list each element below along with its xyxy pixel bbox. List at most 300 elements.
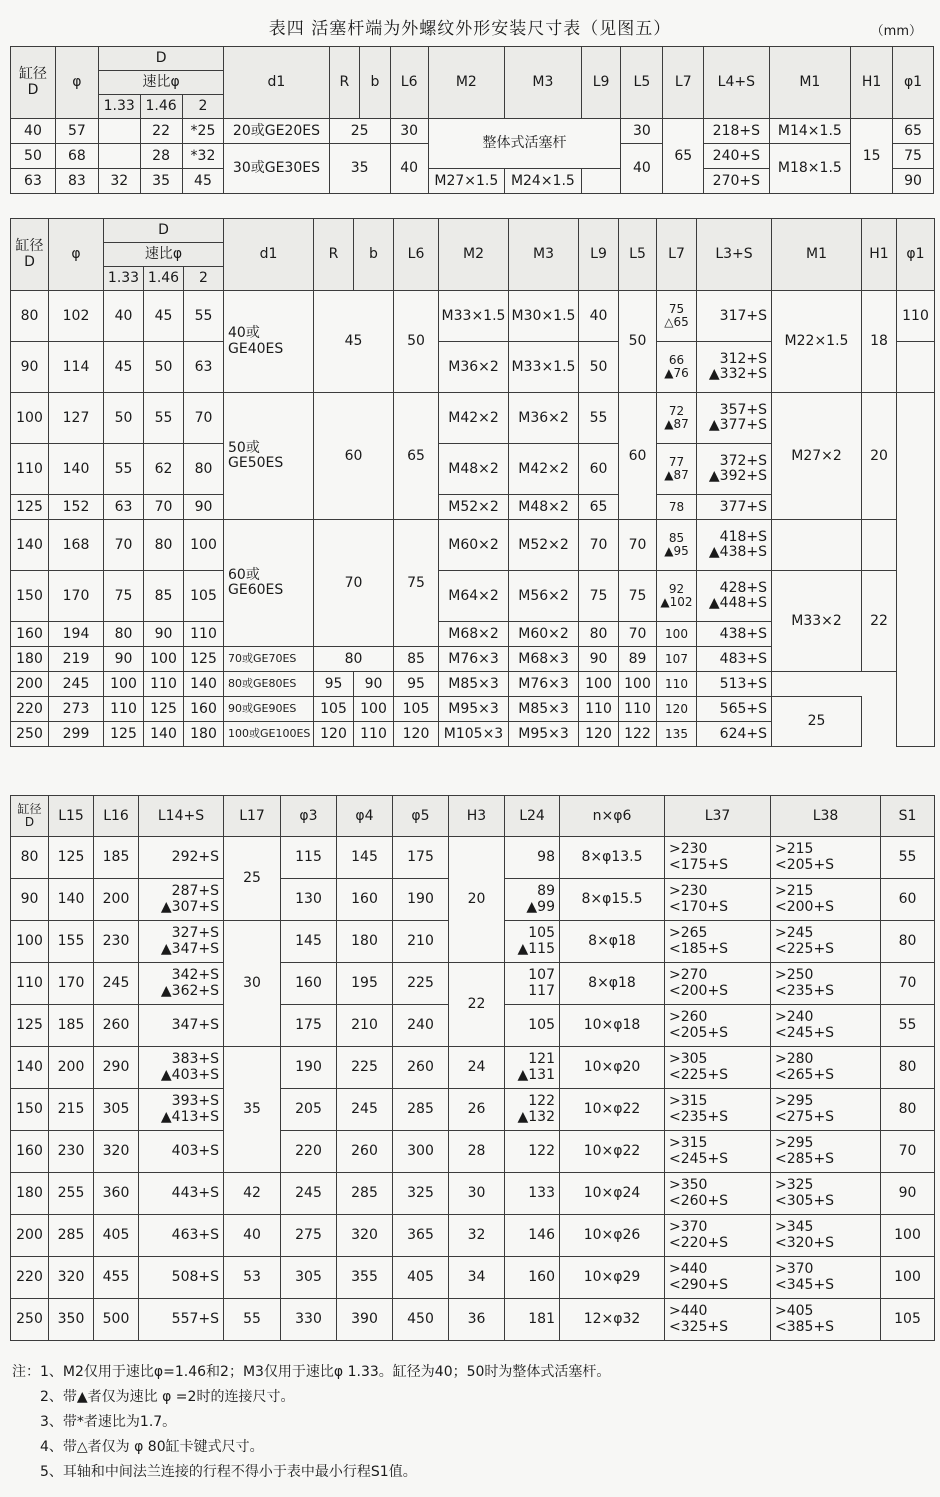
cell-n-phi6: 10×φ20 (560, 1047, 665, 1089)
cell-L6: 65 (394, 393, 439, 520)
cell-L38: >295 <285+S (771, 1131, 881, 1173)
cell-L24: 107 117 (505, 963, 560, 1005)
cell-M2: M42×2 (439, 393, 509, 444)
cell-M1-empty (772, 520, 862, 571)
cell-R-b: 45 (314, 291, 394, 393)
cell-d1: 70或GE70ES (224, 647, 314, 672)
header-phi1: φ1 (893, 47, 934, 119)
note-text: 5、耳轴和中间法兰连接的行程不得小于表中最小行程S1值。 (40, 1464, 417, 1480)
cell-M3: M68×3 (509, 647, 579, 672)
cell-M2: M64×2 (439, 571, 509, 622)
cell-n-phi6: 8×φ18 (560, 921, 665, 963)
cell-M2: M105×3 (439, 722, 509, 747)
cell-L14S: 327+S ▲347+S (139, 921, 224, 963)
cell-R: 105 (314, 697, 354, 722)
cell-d1: 40或 GE40ES (224, 291, 314, 393)
cell-L6: 75 (394, 520, 439, 647)
header-bore: 缸径 D (11, 796, 49, 837)
table-row (11, 1089, 935, 1131)
cell-ratio-1-33: 110 (104, 697, 144, 722)
table-row (11, 119, 934, 144)
cell-phi1-empty (897, 393, 935, 747)
header-M2: M2 (439, 219, 509, 291)
cell-L37: >270 <200+S (665, 963, 771, 1005)
cell-ratio-1-46: 35 (140, 169, 182, 194)
cell-L5: 50 (619, 291, 657, 393)
cell-S1: 80 (881, 1047, 935, 1089)
cell-L9: 120 (579, 722, 619, 747)
cell-L3S: 438+S (697, 622, 772, 647)
cell-phi5: 225 (393, 963, 449, 1005)
cell-L14S: 347+S (139, 1005, 224, 1047)
cell-L14S: 508+S (139, 1257, 224, 1299)
cell-L4S: 240+S (704, 144, 769, 169)
cell-R-b: 60 (314, 393, 394, 520)
cell-M2: M36×2 (439, 342, 509, 393)
cell-H3: 30 (449, 1173, 505, 1215)
cell-phi: 83 (55, 169, 98, 194)
cell-phi: 57 (55, 119, 98, 144)
cell-n-phi6: 10×φ22 (560, 1131, 665, 1173)
cell-bore: 125 (11, 495, 49, 520)
cell-phi5: 325 (393, 1173, 449, 1215)
cell-bore: 220 (11, 697, 49, 722)
cell-L37: >350 <260+S (665, 1173, 771, 1215)
header-L17: L17 (224, 796, 281, 837)
header-ratio-2: 2 (184, 267, 224, 291)
cell-ratio-1-33: 80 (104, 622, 144, 647)
cell-L24: 105 ▲115 (505, 921, 560, 963)
cell-L3S: 624+S (697, 722, 772, 747)
cell-L7: 78 (657, 495, 697, 520)
cell-phi3: 305 (281, 1257, 337, 1299)
cell-L5: 60 (619, 393, 657, 520)
note-text: 2、带▲者仅为速比 φ =2时的连接尺寸。 (40, 1389, 295, 1405)
cell-L15: 255 (49, 1173, 94, 1215)
note-text: 1、M2仅用于速比φ=1.46和2；M3仅用于速比φ 1.33。缸径为40；50时为整体式活塞杆。 (40, 1364, 611, 1380)
table-mount-dimensions (10, 795, 935, 1341)
cell-L5: 110 (619, 697, 657, 722)
cell-M1: M27×2 (772, 393, 862, 520)
cell-bore: 50 (11, 144, 56, 169)
cell-phi4: 245 (337, 1089, 393, 1131)
cell-L37: >230 <175+S (665, 837, 771, 879)
cell-bore: 110 (11, 444, 49, 495)
cell-H3: 20 (449, 837, 505, 963)
cell-L5: 40 (621, 144, 663, 194)
cell-bore: 100 (11, 921, 49, 963)
header-L14S: L14+S (139, 796, 224, 837)
cell-L37: >370 <220+S (665, 1215, 771, 1257)
header-L5: L5 (621, 47, 663, 119)
header-M3: M3 (509, 219, 579, 291)
table-large-bores (10, 218, 935, 747)
cell-M3: M56×2 (509, 571, 579, 622)
cell-phi3: 160 (281, 963, 337, 1005)
cell-L4S: 218+S (704, 119, 769, 144)
cell-L38: >245 <225+S (771, 921, 881, 963)
cell-phi4: 390 (337, 1299, 393, 1341)
header-M2: M2 (428, 47, 505, 119)
cell-L16: 405 (94, 1215, 139, 1257)
cell-L9: 55 (579, 393, 619, 444)
header-M3: M3 (505, 47, 582, 119)
cell-phi5: 210 (393, 921, 449, 963)
cell-M3: M52×2 (509, 520, 579, 571)
cell-phi5: 190 (393, 879, 449, 921)
cell-phi3: 245 (281, 1173, 337, 1215)
header-ratio-1-33: 1.33 (104, 267, 144, 291)
cell-bore: 90 (11, 342, 49, 393)
cell-L3S: 377+S (697, 495, 772, 520)
cell-bore: 40 (11, 119, 56, 144)
cell-L37: >305 <225+S (665, 1047, 771, 1089)
table-row (11, 963, 935, 1005)
header-L7: L7 (657, 219, 697, 291)
cell-phi5: 300 (393, 1131, 449, 1173)
cell-S1: 100 (881, 1215, 935, 1257)
cell-L14S: 443+S (139, 1173, 224, 1215)
cell-L15: 200 (49, 1047, 94, 1089)
cell-H1: 20 (862, 393, 897, 520)
cell-S1: 90 (881, 1173, 935, 1215)
cell-phi4: 285 (337, 1173, 393, 1215)
note-4 (12, 1435, 922, 1460)
cell-S1: 70 (881, 963, 935, 1005)
header-L38: L38 (771, 796, 881, 837)
cell-d1: 80或GE80ES (224, 672, 314, 697)
header-ratio-2: 2 (182, 95, 224, 119)
cell-ratio-2: 70 (184, 393, 224, 444)
cell-ratio-1-46: 90 (144, 622, 184, 647)
cell-ratio-1-33: 55 (104, 444, 144, 495)
cell-H3: 26 (449, 1089, 505, 1131)
cell-L16: 320 (94, 1131, 139, 1173)
cell-ratio-1-46: 140 (144, 722, 184, 747)
cell-L9: 50 (579, 342, 619, 393)
header-phi: φ (55, 47, 98, 119)
cell-ratio-2: 140 (184, 672, 224, 697)
cell-L7: 107 (657, 647, 697, 672)
table-row (11, 520, 935, 571)
cell-L9: 90 (579, 647, 619, 672)
cell-H3: 34 (449, 1257, 505, 1299)
cell-bore: 90 (11, 879, 49, 921)
cell-bore: 150 (11, 1089, 49, 1131)
cell-S1: 105 (881, 1299, 935, 1341)
header-ratio-1-46: 1.46 (144, 267, 184, 291)
cell-L6: 85 (394, 647, 439, 672)
cell-L9: 65 (579, 495, 619, 520)
cell-R: 95 (314, 672, 354, 697)
cell-L9: 70 (579, 520, 619, 571)
header-L9: L9 (581, 47, 621, 119)
cell-L6: 120 (394, 722, 439, 747)
cell-L7: 72 ▲87 (657, 393, 697, 444)
cell-H3: 22 (449, 963, 505, 1047)
cell-L9: 40 (579, 291, 619, 342)
cell-H1-empty (862, 520, 897, 571)
header-L6: L6 (394, 219, 439, 291)
cell-L3S: 312+S ▲332+S (697, 342, 772, 393)
cell-ratio-2: 160 (184, 697, 224, 722)
cell-L37: >315 <245+S (665, 1131, 771, 1173)
cell-L3S: 372+S ▲392+S (697, 444, 772, 495)
cell-M1: M14×1.5 (769, 119, 851, 144)
cell-L4S: 270+S (704, 169, 769, 194)
cell-L37: >260 <205+S (665, 1005, 771, 1047)
cell-phi3: 275 (281, 1215, 337, 1257)
cell-L5: 30 (621, 119, 663, 144)
cell-ratio-1-46: 125 (144, 697, 184, 722)
cell-L16: 230 (94, 921, 139, 963)
header-D: D (98, 47, 224, 71)
cell-ratio-1-46: 22 (140, 119, 182, 144)
cell-M2: M52×2 (439, 495, 509, 520)
header-b: b (360, 47, 391, 119)
cell-ratio-1-33: 90 (104, 647, 144, 672)
cell-phi5: 405 (393, 1257, 449, 1299)
cell-L37: >440 <290+S (665, 1257, 771, 1299)
cell-bore: 200 (11, 672, 49, 697)
cell-phi3: 115 (281, 837, 337, 879)
cell-L3S: 357+S ▲377+S (697, 393, 772, 444)
cell-ratio-1-46: 55 (144, 393, 184, 444)
cell-M3: M85×3 (509, 697, 579, 722)
table-row (11, 571, 935, 622)
cell-bore: 80 (11, 291, 49, 342)
cell-bore: 160 (11, 1131, 49, 1173)
cell-ratio-2: 105 (184, 571, 224, 622)
cell-L5: 70 (619, 622, 657, 647)
cell-phi1: 110 (897, 291, 935, 342)
cell-M3: M48×2 (509, 495, 579, 520)
header-phi3: φ3 (281, 796, 337, 837)
cell-L3S: 483+S (697, 647, 772, 672)
header-ratio: 速比φ (98, 71, 224, 95)
cell-d1: 20或GE20ES (224, 119, 329, 144)
cell-L16: 290 (94, 1047, 139, 1089)
cell-bore: 110 (11, 963, 49, 1005)
cell-M3: M30×1.5 (509, 291, 579, 342)
cell-ratio-2: *32 (182, 144, 224, 169)
header-phi1: φ1 (897, 219, 935, 291)
cell-phi4: 180 (337, 921, 393, 963)
cell-R-b: 70 (314, 520, 394, 647)
header-L7: L7 (663, 47, 704, 119)
cell-ratio-2: 110 (184, 622, 224, 647)
cell-L38: >250 <235+S (771, 963, 881, 1005)
cell-L38: >240 <245+S (771, 1005, 881, 1047)
note-2 (12, 1385, 922, 1410)
cell-n-phi6: 12×φ32 (560, 1299, 665, 1341)
table-row (11, 1047, 935, 1089)
cell-L16: 185 (94, 837, 139, 879)
cell-L15: 155 (49, 921, 94, 963)
cell-H1: 22 (862, 571, 897, 672)
cell-phi4: 210 (337, 1005, 393, 1047)
cell-L15: 350 (49, 1299, 94, 1341)
cell-ratio-2: 100 (184, 520, 224, 571)
header-bore: 缸径 D (11, 219, 49, 291)
cell-L9: 110 (579, 697, 619, 722)
cell-phi5: 365 (393, 1215, 449, 1257)
cell-ratio-1-33: 45 (104, 342, 144, 393)
cell-L14S: 287+S ▲307+S (139, 879, 224, 921)
note-text: 4、带△者仅为 φ 80缸卡键式尺寸。 (40, 1439, 264, 1455)
cell-L7: 66 ▲76 (657, 342, 697, 393)
cell-phi: 114 (49, 342, 104, 393)
cell-ratio-2: 45 (182, 169, 224, 194)
cell-ratio-2: *25 (182, 119, 224, 144)
cell-M3: M95×3 (509, 722, 579, 747)
cell-L9: 60 (579, 444, 619, 495)
header-b: b (354, 219, 394, 291)
cell-phi5: 285 (393, 1089, 449, 1131)
cell-M3: M33×1.5 (509, 342, 579, 393)
cell-bore: 180 (11, 1173, 49, 1215)
header-ratio-1-46: 1.46 (140, 95, 182, 119)
cell-ratio-1-46: 100 (144, 647, 184, 672)
cell-M1: M22×1.5 (772, 291, 862, 393)
header-L4S: L4+S (704, 47, 769, 119)
cell-L38: >295 <275+S (771, 1089, 881, 1131)
cell-phi4: 160 (337, 879, 393, 921)
cell-L24: 133 (505, 1173, 560, 1215)
cell-ratio-1-46: 62 (144, 444, 184, 495)
cell-phi1: 90 (893, 169, 934, 194)
table-row (11, 1173, 935, 1215)
cell-ratio-1-33: 32 (98, 169, 140, 194)
cell-S1: 100 (881, 1257, 935, 1299)
cell-L15: 140 (49, 879, 94, 921)
cell-L7: 120 (657, 697, 697, 722)
header-ratio-1-33: 1.33 (98, 95, 140, 119)
cell-L7: 135 (657, 722, 697, 747)
cell-S1: 80 (881, 1089, 935, 1131)
cell-n-phi6: 10×φ24 (560, 1173, 665, 1215)
cell-L24: 181 (505, 1299, 560, 1341)
cell-L15: 125 (49, 837, 94, 879)
cell-phi5: 175 (393, 837, 449, 879)
cell-d1: 30或GE30ES (224, 144, 329, 194)
header-L24: L24 (505, 796, 560, 837)
cell-d1: 90或GE90ES (224, 697, 314, 722)
cell-L24: 160 (505, 1257, 560, 1299)
cell-L38: >215 <205+S (771, 837, 881, 879)
cell-L24: 89 ▲99 (505, 879, 560, 921)
cell-M2: M48×2 (439, 444, 509, 495)
cell-L16: 455 (94, 1257, 139, 1299)
cell-L9: 80 (579, 622, 619, 647)
notes (12, 1360, 922, 1485)
cell-R-b: 25 (329, 119, 390, 144)
cell-ratio-1-33 (98, 144, 140, 169)
cell-n-phi6: 10×φ22 (560, 1089, 665, 1131)
cell-L24: 122 ▲132 (505, 1089, 560, 1131)
cell-L14S: 393+S ▲413+S (139, 1089, 224, 1131)
cell-phi5: 240 (393, 1005, 449, 1047)
cell-phi3: 220 (281, 1131, 337, 1173)
cell-L7: 100 (657, 622, 697, 647)
cell-L24: 105 (505, 1005, 560, 1047)
cell-bore: 250 (11, 722, 49, 747)
cell-L38: >280 <265+S (771, 1047, 881, 1089)
cell-L14S: 403+S (139, 1131, 224, 1173)
cell-ratio-1-33: 63 (104, 495, 144, 520)
header-M1: M1 (772, 219, 862, 291)
cell-M3: M36×2 (509, 393, 579, 444)
cell-H1: 18 (862, 291, 897, 393)
cell-L6: 95 (394, 672, 439, 697)
cell-L24: 122 (505, 1131, 560, 1173)
cell-L9: 100 (579, 672, 619, 697)
table-row (11, 697, 935, 722)
cell-M3: M60×2 (509, 622, 579, 647)
cell-phi3: 130 (281, 879, 337, 921)
cell-L15: 230 (49, 1131, 94, 1173)
cell-L16: 305 (94, 1089, 139, 1131)
cell-bore: 180 (11, 647, 49, 672)
cell-S1: 55 (881, 1005, 935, 1047)
cell-L5: 100 (619, 672, 657, 697)
cell-phi: 152 (49, 495, 104, 520)
cell-n-phi6: 10×φ29 (560, 1257, 665, 1299)
cell-ratio-1-46: 80 (144, 520, 184, 571)
cell-L37: >315 <235+S (665, 1089, 771, 1131)
cell-phi: 299 (49, 722, 104, 747)
cell-ratio-2: 125 (184, 647, 224, 672)
cell-M2: M76×3 (439, 647, 509, 672)
cell-phi: 194 (49, 622, 104, 647)
cell-M2: M27×1.5 (428, 169, 505, 194)
cell-H3: 36 (449, 1299, 505, 1341)
cell-L7: 77 ▲87 (657, 444, 697, 495)
cell-ratio-1-33: 70 (104, 520, 144, 571)
cell-bore: 150 (11, 571, 49, 622)
cell-ratio-1-46: 45 (144, 291, 184, 342)
cell-d1: 50或 GE50ES (224, 393, 314, 520)
cell-L6: 30 (390, 119, 428, 144)
cell-phi: 170 (49, 571, 104, 622)
cell-L24: 121 ▲131 (505, 1047, 560, 1089)
cell-M2: M68×2 (439, 622, 509, 647)
table-small-bores (10, 46, 934, 194)
cell-M2: M60×2 (439, 520, 509, 571)
cell-integral-piston-rod: 整体式活塞杆 (428, 119, 621, 169)
cell-L38: >215 <200+S (771, 879, 881, 921)
cell-L7: 110 (657, 672, 697, 697)
notes-label: 注： (12, 1364, 40, 1380)
cell-bore: 220 (11, 1257, 49, 1299)
header-D: D (104, 219, 224, 243)
cell-L7: 85 ▲95 (657, 520, 697, 571)
cell-M3: M24×1.5 (505, 169, 582, 194)
cell-L9: 75 (579, 571, 619, 622)
cell-ratio-1-46: 50 (144, 342, 184, 393)
header-d1: d1 (224, 219, 314, 291)
cell-L16: 260 (94, 1005, 139, 1047)
cell-L5: 89 (619, 647, 657, 672)
cell-b: 100 (354, 697, 394, 722)
cell-L16: 500 (94, 1299, 139, 1341)
cell-S1: 55 (881, 837, 935, 879)
cell-phi: 168 (49, 520, 104, 571)
cell-phi1: 75 (893, 144, 934, 169)
cell-M1: M33×2 (772, 571, 862, 672)
cell-L14S: 383+S ▲403+S (139, 1047, 224, 1089)
cell-H1: 25 (772, 697, 862, 747)
